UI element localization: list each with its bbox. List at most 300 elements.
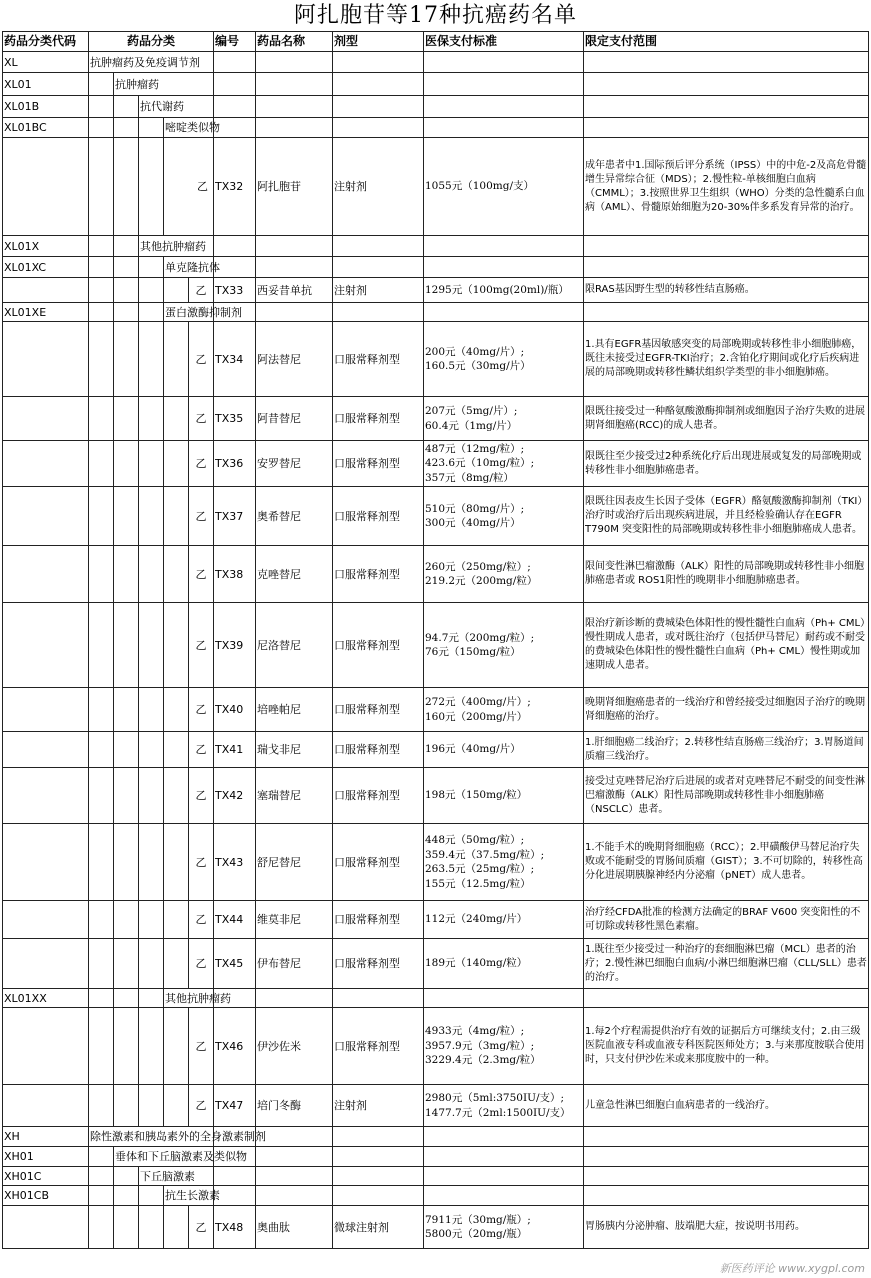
payment-standard-cell bbox=[424, 236, 584, 257]
drug-class-cell: 乙 bbox=[189, 603, 214, 688]
payment-scope-cell bbox=[584, 989, 869, 1008]
payment-line: 300元（40mg/片） bbox=[425, 517, 521, 529]
indent-cell bbox=[164, 441, 189, 487]
number-cell: TX40 bbox=[214, 688, 256, 732]
category-code-cell: XL01BC bbox=[3, 118, 89, 138]
number-cell: TX38 bbox=[214, 546, 256, 603]
indent-cell bbox=[164, 901, 189, 939]
dosage-form-cell: 口服常释剂型 bbox=[333, 546, 424, 603]
category-code-cell bbox=[3, 138, 89, 236]
category-code-cell bbox=[3, 824, 89, 901]
indent-cell bbox=[89, 303, 114, 322]
category-row bbox=[3, 1186, 869, 1206]
indent-cell bbox=[139, 901, 164, 939]
number-cell bbox=[214, 96, 256, 118]
indent-cell bbox=[114, 278, 139, 303]
drug-name-cell: 塞瑞替尼 bbox=[256, 768, 333, 824]
payment-line: 1477.7元（2ml:1500IU/支） bbox=[425, 1106, 571, 1119]
indent-cell bbox=[89, 768, 114, 824]
number-cell: TX47 bbox=[214, 1085, 256, 1127]
payment-scope-cell bbox=[584, 52, 869, 73]
drug-name-cell: 维莫非尼 bbox=[256, 901, 333, 939]
indent-cell bbox=[114, 688, 139, 732]
payment-scope-cell: 限间变性淋巴瘤激酶（ALK）阳性的局部晚期或转移性非小细胞肺癌患者或 ROS1阳性的晚期非小细胞肺癌患者。 bbox=[584, 546, 869, 603]
payment-standard-cell bbox=[424, 441, 584, 487]
category-code-cell: XL01XX bbox=[3, 989, 89, 1008]
drug-name-cell: 伊沙佐米 bbox=[256, 1008, 333, 1085]
payment-standard-cell bbox=[424, 546, 584, 603]
number-cell: TX45 bbox=[214, 939, 256, 989]
number-cell: TX34 bbox=[214, 322, 256, 397]
category-name-cell: 抗肿瘤药 bbox=[114, 73, 214, 96]
payment-standard-cell bbox=[424, 1147, 584, 1167]
category-row bbox=[3, 1127, 869, 1147]
category-code-cell bbox=[3, 1206, 89, 1249]
category-code-cell: XH01C bbox=[3, 1167, 89, 1186]
dosage-form-cell bbox=[333, 236, 424, 257]
drug-name-cell: 阿昔替尼 bbox=[256, 397, 333, 441]
category-row bbox=[3, 96, 869, 118]
indent-cell bbox=[89, 1206, 114, 1249]
indent-cell bbox=[164, 688, 189, 732]
payment-scope-cell: 胃肠胰内分泌肿瘤、肢端肥大症，按说明书用药。 bbox=[584, 1206, 869, 1249]
payment-line: 510元（80mg/片）; bbox=[425, 502, 525, 515]
payment-scope-cell: 1.具有EGFR基因敏感突变的局部晚期或转移性非小细胞肺癌，既往未接受过EGFR-TKI治疗；2.含铂化疗期间或化疗后疾病进展的局部晚期或转移性鳞状组织学类型的非小细胞肺癌。 bbox=[584, 322, 869, 397]
indent-cell bbox=[164, 322, 189, 397]
indent-cell bbox=[114, 824, 139, 901]
header-payment-scope: 限定支付范围 bbox=[584, 32, 869, 52]
payment-line: 207元（5mg/片）; bbox=[425, 405, 518, 417]
category-code-cell bbox=[3, 397, 89, 441]
drug-row bbox=[3, 768, 869, 824]
indent-cell bbox=[139, 257, 164, 278]
drug-class-cell: 乙 bbox=[189, 441, 214, 487]
dosage-form-cell bbox=[333, 1127, 424, 1147]
number-cell: TX35 bbox=[214, 397, 256, 441]
indent-cell bbox=[89, 603, 114, 688]
category-name-cell: 抗生长激素 bbox=[164, 1186, 214, 1206]
page-title: 阿扎胞苷等17种抗癌药名单 bbox=[294, 3, 577, 28]
payment-scope-cell: 1.不能手术的晚期肾细胞癌（RCC）；2.甲磺酸伊马替尼治疗失败或不能耐受的胃肠间质瘤（GIST）；3.不可切除的，转移性高分化进展期胰腺神经内分泌瘤（pNET）成人患者。 bbox=[584, 824, 869, 901]
indent-cell bbox=[164, 824, 189, 901]
indent-cell bbox=[89, 1167, 114, 1186]
payment-standard-cell bbox=[424, 1167, 584, 1186]
indent-cell bbox=[114, 487, 139, 546]
drug-name-cell: 伊布替尼 bbox=[256, 939, 333, 989]
drug-row bbox=[3, 441, 869, 487]
indent-cell bbox=[139, 278, 164, 303]
drug-name-cell: 西妥昔单抗 bbox=[256, 278, 333, 303]
indent-cell bbox=[114, 1206, 139, 1249]
payment-standard-cell bbox=[424, 138, 584, 236]
dosage-form-cell bbox=[333, 73, 424, 96]
payment-line: 5800元（20mg/瓶） bbox=[425, 1228, 528, 1240]
indent-cell bbox=[164, 1206, 189, 1249]
payment-standard-cell bbox=[424, 768, 584, 824]
indent-cell bbox=[164, 768, 189, 824]
category-code-cell bbox=[3, 278, 89, 303]
drug-row bbox=[3, 901, 869, 939]
indent-cell bbox=[164, 397, 189, 441]
payment-standard-cell bbox=[424, 1008, 584, 1085]
dosage-form-cell: 口服常释剂型 bbox=[333, 322, 424, 397]
category-row bbox=[3, 1147, 869, 1167]
drug-name-cell bbox=[256, 257, 333, 278]
indent-cell bbox=[89, 96, 114, 118]
indent-cell bbox=[164, 1085, 189, 1127]
indent-cell bbox=[139, 303, 164, 322]
header-number: 编号 bbox=[214, 32, 256, 52]
indent-cell bbox=[139, 688, 164, 732]
payment-line: 1055元（100mg/支） bbox=[425, 180, 534, 193]
payment-scope-cell: 限治疗新诊断的费城染色体阳性的慢性髓性白血病（Ph+ CML）慢性期成人患者，或对既往治疗（包括伊马替尼）耐药或不耐受的费城染色体阳性的慢性髓性白血病（Ph+ CML）慢性期或加速期成人患者。 bbox=[584, 603, 869, 688]
dosage-form-cell bbox=[333, 989, 424, 1008]
drug-name-cell: 奥希替尼 bbox=[256, 487, 333, 546]
category-row bbox=[3, 236, 869, 257]
indent-cell bbox=[89, 1008, 114, 1085]
dosage-form-cell bbox=[333, 1186, 424, 1206]
category-code-cell bbox=[3, 939, 89, 989]
payment-standard-cell bbox=[424, 118, 584, 138]
category-code-cell: XH bbox=[3, 1127, 89, 1147]
indent-cell bbox=[139, 732, 164, 768]
indent-cell bbox=[114, 768, 139, 824]
dosage-form-cell: 注射剂 bbox=[333, 138, 424, 236]
payment-line: 112元（240mg/片） bbox=[425, 913, 528, 926]
payment-line: 155元（12.5mg/粒） bbox=[425, 877, 531, 890]
indent-cell bbox=[164, 732, 189, 768]
category-code-cell bbox=[3, 768, 89, 824]
drug-class-cell: 乙 bbox=[189, 546, 214, 603]
indent-cell bbox=[89, 487, 114, 546]
indent-cell bbox=[89, 278, 114, 303]
category-name-cell: 垂体和下丘脑激素及类似物 bbox=[114, 1147, 214, 1167]
dosage-form-cell bbox=[333, 1167, 424, 1186]
indent-cell bbox=[89, 441, 114, 487]
category-row bbox=[3, 303, 869, 322]
drug-name-cell bbox=[256, 303, 333, 322]
payment-scope-cell bbox=[584, 73, 869, 96]
indent-cell bbox=[114, 322, 139, 397]
payment-scope-cell bbox=[584, 303, 869, 322]
category-name-cell: 其他抗肿瘤药 bbox=[164, 989, 214, 1008]
category-name-cell: 下丘脑激素 bbox=[139, 1167, 214, 1186]
indent-cell bbox=[114, 303, 139, 322]
payment-line: 4933元（4mg/粒）; bbox=[425, 1025, 525, 1038]
drug-class-cell: 乙 bbox=[189, 824, 214, 901]
payment-line: 60.4元（1mg/片） bbox=[425, 419, 518, 432]
number-cell: TX48 bbox=[214, 1206, 256, 1249]
category-code-cell: XL01 bbox=[3, 73, 89, 96]
drug-name-cell: 克唑替尼 bbox=[256, 546, 333, 603]
category-code-cell bbox=[3, 1008, 89, 1085]
payment-line: 448元（50mg/粒）; bbox=[425, 834, 525, 846]
indent-cell bbox=[139, 1206, 164, 1249]
payment-line: 487元（12mg/粒）; bbox=[425, 442, 525, 455]
payment-standard-cell bbox=[424, 732, 584, 768]
indent-cell bbox=[164, 487, 189, 546]
payment-standard-cell bbox=[424, 73, 584, 96]
category-code-cell bbox=[3, 603, 89, 688]
payment-standard-cell bbox=[424, 1127, 584, 1147]
category-code-cell bbox=[3, 546, 89, 603]
payment-standard-cell bbox=[424, 824, 584, 901]
drug-row bbox=[3, 824, 869, 901]
indent-cell bbox=[164, 546, 189, 603]
category-row bbox=[3, 118, 869, 138]
dosage-form-cell: 口服常释剂型 bbox=[333, 487, 424, 546]
category-name-cell: 抗肿瘤药及免疫调节剂 bbox=[89, 52, 214, 73]
dosage-form-cell bbox=[333, 1147, 424, 1167]
drug-row bbox=[3, 603, 869, 688]
drug-name-cell bbox=[256, 1147, 333, 1167]
dosage-form-cell: 口服常释剂型 bbox=[333, 939, 424, 989]
indent-cell bbox=[114, 1186, 139, 1206]
drug-list-table bbox=[2, 31, 869, 1249]
drug-name-cell: 阿扎胞苷 bbox=[256, 138, 333, 236]
drug-class-cell: 乙 bbox=[189, 1008, 214, 1085]
drug-class-cell: 乙 bbox=[189, 901, 214, 939]
indent-cell bbox=[89, 1147, 114, 1167]
payment-scope-cell bbox=[584, 118, 869, 138]
indent-cell bbox=[114, 1167, 139, 1186]
indent-cell bbox=[139, 397, 164, 441]
indent-cell bbox=[89, 732, 114, 768]
payment-standard-cell bbox=[424, 901, 584, 939]
indent-cell bbox=[89, 688, 114, 732]
drug-name-cell bbox=[256, 96, 333, 118]
category-code-cell bbox=[3, 487, 89, 546]
header-category-code: 药品分类代码 bbox=[3, 32, 89, 52]
table-body bbox=[3, 52, 869, 1249]
dosage-form-cell: 口服常释剂型 bbox=[333, 901, 424, 939]
drug-row bbox=[3, 278, 869, 303]
payment-standard-cell bbox=[424, 487, 584, 546]
indent-cell bbox=[114, 732, 139, 768]
indent-cell bbox=[139, 1085, 164, 1127]
drug-row bbox=[3, 1008, 869, 1085]
payment-standard-cell bbox=[424, 603, 584, 688]
number-cell: TX33 bbox=[214, 278, 256, 303]
drug-name-cell bbox=[256, 1186, 333, 1206]
drug-name-cell: 阿法替尼 bbox=[256, 322, 333, 397]
indent-cell bbox=[139, 824, 164, 901]
drug-class-cell: 乙 bbox=[189, 487, 214, 546]
indent-cell bbox=[89, 73, 114, 96]
dosage-form-cell: 口服常释剂型 bbox=[333, 441, 424, 487]
payment-line: 272元（400mg/片）; bbox=[425, 696, 531, 708]
drug-name-cell: 培唑帕尼 bbox=[256, 688, 333, 732]
payment-standard-cell bbox=[424, 989, 584, 1008]
payment-standard-cell bbox=[424, 52, 584, 73]
payment-line: 357元（8mg/粒） bbox=[425, 471, 514, 484]
category-name-cell: 除性激素和胰岛素外的全身激素制剂 bbox=[89, 1127, 214, 1147]
number-cell bbox=[214, 73, 256, 96]
indent-cell bbox=[114, 236, 139, 257]
category-code-cell: XH01 bbox=[3, 1147, 89, 1167]
category-code-cell: XL01X bbox=[3, 236, 89, 257]
indent-cell bbox=[164, 278, 189, 303]
drug-name-cell: 奥曲肽 bbox=[256, 1206, 333, 1249]
payment-scope-cell: 限既往接受过一种酪氨酸激酶抑制剂或细胞因子治疗失败的进展期肾细胞癌(RCC)的成人患者。 bbox=[584, 397, 869, 441]
category-row bbox=[3, 257, 869, 278]
payment-line: 359.4元（37.5mg/粒）; bbox=[425, 848, 545, 861]
indent-cell bbox=[139, 441, 164, 487]
indent-cell bbox=[139, 989, 164, 1008]
drug-class-cell: 乙 bbox=[189, 768, 214, 824]
category-code-cell bbox=[3, 688, 89, 732]
indent-cell bbox=[89, 939, 114, 989]
payment-line: 260元（250mg/粒）; bbox=[425, 560, 531, 573]
header-dosage-form: 剂型 bbox=[333, 32, 424, 52]
drug-class-cell: 乙 bbox=[189, 732, 214, 768]
indent-cell bbox=[89, 138, 114, 236]
indent-cell bbox=[114, 603, 139, 688]
dosage-form-cell: 口服常释剂型 bbox=[333, 824, 424, 901]
number-cell bbox=[214, 236, 256, 257]
header-drug-name: 药品名称 bbox=[256, 32, 333, 52]
payment-line: 423.6元（10mg/粒）; bbox=[425, 457, 535, 470]
indent-cell bbox=[164, 939, 189, 989]
category-name-cell: 其他抗肿瘤药 bbox=[139, 236, 214, 257]
drug-row bbox=[3, 397, 869, 441]
dosage-form-cell: 口服常释剂型 bbox=[333, 768, 424, 824]
indent-cell bbox=[89, 1186, 114, 1206]
drug-name-cell bbox=[256, 989, 333, 1008]
drug-row bbox=[3, 1206, 869, 1249]
drug-name-cell: 瑞戈非尼 bbox=[256, 732, 333, 768]
payment-scope-cell bbox=[584, 96, 869, 118]
header-payment-standard: 医保支付标准 bbox=[424, 32, 584, 52]
category-row bbox=[3, 52, 869, 73]
number-cell bbox=[214, 52, 256, 73]
payment-standard-cell bbox=[424, 688, 584, 732]
category-code-cell bbox=[3, 322, 89, 397]
category-name-cell: 蛋白激酶抑制剂 bbox=[164, 303, 214, 322]
payment-scope-cell: 限既往因表皮生长因子受体（EGFR）酪氨酸激酶抑制剂（TKI）治疗时或治疗后出现疾病进展，并且经检验确认存在EGFR T790M 突变阳性的局部晚期或转移性非小细胞肺癌成人患者。 bbox=[584, 487, 869, 546]
indent-cell bbox=[114, 441, 139, 487]
indent-cell bbox=[114, 901, 139, 939]
category-code-cell bbox=[3, 1085, 89, 1127]
payment-standard-cell bbox=[424, 939, 584, 989]
payment-line: 160元（200mg/片） bbox=[425, 710, 528, 723]
payment-line: 160.5元（30mg/片） bbox=[425, 360, 531, 372]
category-code-cell bbox=[3, 441, 89, 487]
drug-class-cell: 乙 bbox=[189, 939, 214, 989]
category-name-cell: 抗代谢药 bbox=[139, 96, 214, 118]
payment-line: 200元（40mg/片）; bbox=[425, 345, 525, 358]
number-cell: TX41 bbox=[214, 732, 256, 768]
payment-scope-cell bbox=[584, 1167, 869, 1186]
payment-scope-cell: 1.每2个疗程需提供治疗有效的证据后方可继续支付；2.由三级医院血液专科或血液专科医院医师处方；3.与来那度胺联合使用时，只支付伊沙佐米或来那度胺中的一种。 bbox=[584, 1008, 869, 1085]
payment-line: 7911元（30mg/瓶）; bbox=[425, 1213, 531, 1226]
payment-scope-cell bbox=[584, 236, 869, 257]
drug-class-cell: 乙 bbox=[189, 322, 214, 397]
category-row bbox=[3, 989, 869, 1008]
drug-name-cell bbox=[256, 236, 333, 257]
payment-scope-cell: 限RAS基因野生型的转移性结直肠癌。 bbox=[584, 278, 869, 303]
indent-cell bbox=[139, 603, 164, 688]
drug-name-cell: 尼洛替尼 bbox=[256, 603, 333, 688]
dosage-form-cell: 口服常释剂型 bbox=[333, 397, 424, 441]
category-code-cell bbox=[3, 732, 89, 768]
number-cell: TX39 bbox=[214, 603, 256, 688]
indent-cell bbox=[89, 989, 114, 1008]
dosage-form-cell bbox=[333, 257, 424, 278]
dosage-form-cell bbox=[333, 52, 424, 73]
drug-row bbox=[3, 732, 869, 768]
dosage-form-cell bbox=[333, 303, 424, 322]
indent-cell bbox=[139, 768, 164, 824]
indent-cell bbox=[139, 1008, 164, 1085]
indent-cell bbox=[139, 939, 164, 989]
payment-standard-cell bbox=[424, 303, 584, 322]
drug-row bbox=[3, 322, 869, 397]
payment-scope-cell: 1.既往至少接受过一种治疗的套细胞淋巴瘤（MCL）患者的治疗；2.慢性淋巴细胞白血病/小淋巴细胞淋巴瘤（CLL/SLL）患者的治疗。 bbox=[584, 939, 869, 989]
payment-line: 94.7元（200mg/粒）; bbox=[425, 631, 535, 644]
payment-scope-cell: 限既往至少接受过2种系统化疗后出现进展或复发的局部晚期或转移性非小细胞肺癌患者。 bbox=[584, 441, 869, 487]
payment-standard-cell bbox=[424, 96, 584, 118]
indent-cell bbox=[89, 824, 114, 901]
indent-cell bbox=[89, 901, 114, 939]
category-row bbox=[3, 1167, 869, 1186]
payment-line: 263.5元（25mg/粒）; bbox=[425, 863, 535, 875]
dosage-form-cell: 口服常释剂型 bbox=[333, 688, 424, 732]
indent-cell bbox=[89, 546, 114, 603]
payment-line: 219.2元（200mg/粒） bbox=[425, 575, 538, 587]
drug-row bbox=[3, 138, 869, 236]
indent-cell bbox=[114, 397, 139, 441]
drug-name-cell: 培门冬酶 bbox=[256, 1085, 333, 1127]
indent-cell bbox=[139, 118, 164, 138]
drug-name-cell: 安罗替尼 bbox=[256, 441, 333, 487]
payment-standard-cell bbox=[424, 257, 584, 278]
payment-scope-cell: 接受过克唑替尼治疗后进展的或者对克唑替尼不耐受的间变性淋巴瘤激酶（ALK）阳性局部晚期或转移性非小细胞肺癌（NSCLC）患者。 bbox=[584, 768, 869, 824]
payment-line: 2980元（5ml:3750IU/支）; bbox=[425, 1092, 565, 1104]
number-cell: TX37 bbox=[214, 487, 256, 546]
dosage-form-cell bbox=[333, 118, 424, 138]
drug-class-cell: 乙 bbox=[189, 1085, 214, 1127]
indent-cell bbox=[114, 939, 139, 989]
indent-cell bbox=[164, 1008, 189, 1085]
drug-row bbox=[3, 1085, 869, 1127]
drug-class-cell: 乙 bbox=[189, 278, 214, 303]
drug-name-cell bbox=[256, 73, 333, 96]
payment-scope-cell: 成年患者中1.国际预后评分系统（IPSS）中的中危-2及高危骨髓增生异常综合征（MDS）；2.慢性粒-单核细胞白血病（CMML）；3.按照世界卫生组织（WHO）分类的急性髓系白血病（AML）、骨髓原始细胞为20-30%伴多系发育异常的治疗。 bbox=[584, 138, 869, 236]
drug-class-cell: 乙 bbox=[189, 688, 214, 732]
drug-row bbox=[3, 939, 869, 989]
drug-class-cell: 乙 bbox=[189, 397, 214, 441]
indent-cell bbox=[89, 257, 114, 278]
payment-line: 1295元（100mg(20ml)/瓶） bbox=[425, 283, 569, 296]
drug-name-cell bbox=[256, 1127, 333, 1147]
payment-line: 196元（40mg/片） bbox=[425, 743, 521, 756]
dosage-form-cell: 口服常释剂型 bbox=[333, 603, 424, 688]
watermark: 新医药评论 www.xygpl.com bbox=[719, 1262, 865, 1275]
drug-row bbox=[3, 546, 869, 603]
dosage-form-cell bbox=[333, 96, 424, 118]
category-name-cell: 单克隆抗体 bbox=[164, 257, 214, 278]
indent-cell bbox=[89, 397, 114, 441]
payment-line: 198元（150mg/粒） bbox=[425, 789, 528, 802]
payment-standard-cell bbox=[424, 1206, 584, 1249]
indent-cell bbox=[89, 236, 114, 257]
indent-cell bbox=[114, 118, 139, 138]
drug-name-cell bbox=[256, 1167, 333, 1186]
drug-class-cell: 乙 bbox=[189, 1206, 214, 1249]
dosage-form-cell: 注射剂 bbox=[333, 1085, 424, 1127]
category-code-cell: XH01CB bbox=[3, 1186, 89, 1206]
